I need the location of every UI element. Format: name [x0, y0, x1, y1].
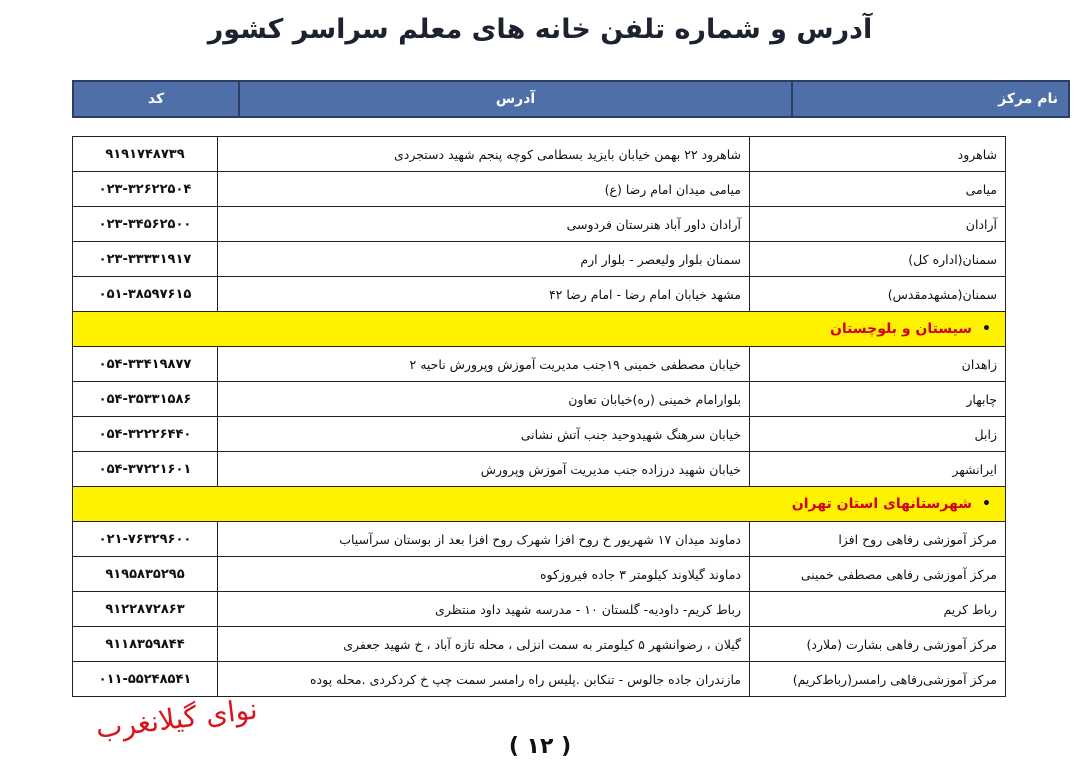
center-code: ۰۲۳-۳۴۵۶۲۵۰۰	[73, 207, 218, 242]
center-address: شاهرود ۲۲ بهمن خیابان بایزید بسطامی کوچه پنجم شهید دستجردی	[218, 137, 750, 172]
table-row	[73, 452, 1006, 487]
center-code: ۰۵۴-۳۳۴۱۹۸۷۷	[73, 347, 218, 382]
table-row	[73, 627, 1006, 662]
center-address: گیلان ، رضوانشهر ۵ کیلومتر به سمت انزلی ، محله تازه آباد ، خ شهید جعفری	[218, 627, 750, 662]
table-row	[73, 207, 1006, 242]
center-name: سمنان(اداره کل)	[750, 242, 1006, 277]
section-row-sistan	[73, 312, 1006, 347]
center-code: ۰۵۴-۳۷۲۲۱۶۰۱	[73, 452, 218, 487]
center-name: میامی	[750, 172, 1006, 207]
page-title: آدرس و شماره تلفن خانه های معلم سراسر کشور	[207, 14, 873, 45]
watermark: نوای گیلانغرب	[93, 692, 260, 745]
table-row	[73, 382, 1006, 417]
center-address: بلوارامام خمینی (ره)خیابان تعاون	[218, 382, 750, 417]
section-row-tehran	[73, 487, 1006, 522]
table-row	[73, 592, 1006, 627]
center-name: رباط کریم	[750, 592, 1006, 627]
table-row	[73, 662, 1006, 697]
center-name: زابل	[750, 417, 1006, 452]
center-code: ۰۵۴-۳۵۳۳۱۵۸۶	[73, 382, 218, 417]
center-address: خیابان مصطفی خمینی ۱۹جنب مدیریت آموزش وپرورش ناحیه ۲	[218, 347, 750, 382]
section-label	[73, 312, 1006, 347]
center-address: آرادان داور آباد هنرستان فردوسی	[218, 207, 750, 242]
section-title: شهرستانهای استان تهران	[791, 496, 973, 512]
centers-table	[72, 136, 1006, 697]
center-name: چابهار	[750, 382, 1006, 417]
center-code: ۰۲۱-۷۶۳۲۹۶۰۰	[73, 522, 218, 557]
section-label	[73, 487, 1006, 522]
center-address: خیابان سرهنگ شهیدوحید جنب آتش نشانی	[218, 417, 750, 452]
table-row	[73, 522, 1006, 557]
table-row	[73, 277, 1006, 312]
center-address: مشهد خیابان امام رضا - امام رضا ۴۲	[218, 277, 750, 312]
center-name: آرادان	[750, 207, 1006, 242]
center-code: ۰۲۳-۳۳۳۳۱۹۱۷	[73, 242, 218, 277]
center-address: مازندران جاده جالوس - تنکابن .پلیس راه رامسر سمت چپ خ کردکردی .محله پوده	[218, 662, 750, 697]
table-row	[73, 557, 1006, 592]
center-address: خیابان شهید درزاده جنب مدیریت آموزش وپرورش	[218, 452, 750, 487]
center-code: ۰۱۱-۵۵۲۴۸۵۴۱	[73, 662, 218, 697]
center-name: زاهدان	[750, 347, 1006, 382]
center-code: ۰۲۳-۳۲۶۲۲۵۰۴	[73, 172, 218, 207]
header-address: آدرس	[239, 81, 792, 117]
center-name: مرکز آموزشی رفاهی روح افزا	[750, 522, 1006, 557]
center-address: میامی میدان امام رضا (ع)	[218, 172, 750, 207]
bullet-icon: •	[982, 321, 991, 337]
bullet-icon: •	[982, 496, 991, 512]
center-code: ۹۱۲۲۸۷۲۸۶۳	[73, 592, 218, 627]
center-address: سمنان بلوار ولیعصر - بلوار ارم	[218, 242, 750, 277]
section-title: سیستان و بلوچستان	[829, 321, 973, 337]
table-row	[73, 137, 1006, 172]
table-header	[72, 80, 1070, 118]
table-row	[73, 172, 1006, 207]
center-name: مرکز آموزشی رفاهی مصطفی خمینی	[750, 557, 1006, 592]
table-row	[73, 347, 1006, 382]
center-address: دماوند گیلاوند کیلومتر ۳ جاده فیروزکوه	[218, 557, 750, 592]
header-code: کد	[73, 81, 239, 117]
center-code: ۹۱۱۸۳۵۹۸۴۴	[73, 627, 218, 662]
center-name: ایرانشهر	[750, 452, 1006, 487]
center-code: ۰۵۴-۳۲۲۲۶۴۴۰	[73, 417, 218, 452]
center-address: دماوند میدان ۱۷ شهریور خ روح افزا شهرک روح افزا بعد از بوستان سرآسیاب	[218, 522, 750, 557]
table-row	[73, 417, 1006, 452]
table-row	[73, 242, 1006, 277]
page-number: ( ۱۲ )	[508, 734, 572, 759]
header-name: نام مرکز	[792, 81, 1069, 117]
center-name: شاهرود	[750, 137, 1006, 172]
center-name: مرکز آموزشی رفاهی بشارت (ملارد)	[750, 627, 1006, 662]
center-code: ۹۱۹۵۸۳۵۲۹۵	[73, 557, 218, 592]
center-name: مرکز آموزشی‌رفاهی رامسر(رباط‌کریم)	[750, 662, 1006, 697]
center-code: ۹۱۹۱۷۴۸۷۳۹	[73, 137, 218, 172]
center-name: سمنان(مشهدمقدس)	[750, 277, 1006, 312]
center-address: رباط کریم- داودیه- گلستان ۱۰ - مدرسه شهید داود منتظری	[218, 592, 750, 627]
center-code: ۰۵۱-۳۸۵۹۷۶۱۵	[73, 277, 218, 312]
